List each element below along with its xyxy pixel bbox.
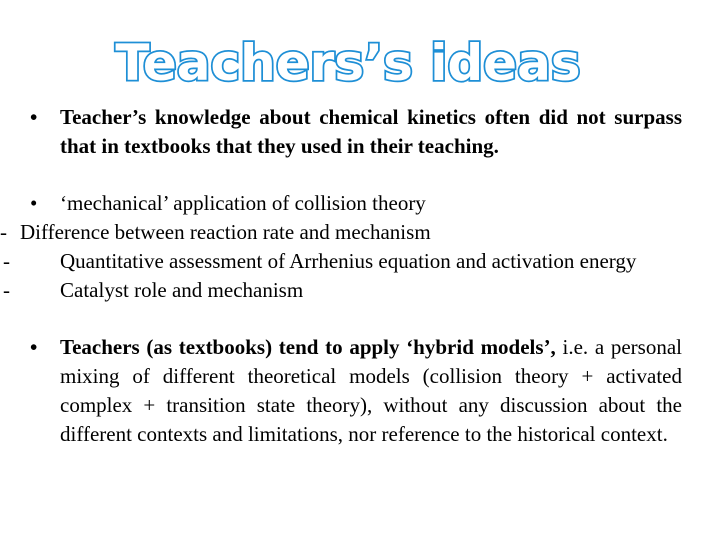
bullet-marker: •: [30, 191, 38, 215]
sub-item-text: Quantitative assessment of Arrhenius equation and activation energy: [60, 249, 637, 273]
slide-title-text: Teachers’s ideas: [115, 34, 581, 92]
sub-item-reaction-rate: [0, 218, 682, 247]
slide-title: [0, 30, 720, 92]
bullet-mechanical-application: [30, 189, 682, 218]
sub-item-text: Difference between reaction rate and mechanism: [20, 220, 431, 244]
dash-marker: -: [0, 220, 7, 244]
bullet-text: i.e. a personal mixing of different theoretical models (collision theory + activated complex + transition state theory), without any discussion about the different contexts and limitations, nor reference to the historical context.: [60, 335, 682, 446]
slide-title-graphic: [0, 30, 720, 92]
bullet-bold-text: Teachers (as textbooks) tend to apply ‘hybrid models’,: [60, 335, 556, 359]
bullet-teacher-knowledge: [30, 103, 682, 161]
bullet-marker: •: [30, 335, 38, 359]
bullet-text: ‘mechanical’ application of collision theory: [60, 191, 426, 215]
sub-item-catalyst: [0, 276, 682, 305]
bullet-text: Teacher’s knowledge about chemical kinetics often did not surpass that in textbooks that they used in their teaching.: [60, 105, 682, 158]
dash-marker: -: [3, 249, 10, 273]
dash-marker: -: [3, 278, 10, 302]
sub-item-text: Catalyst role and mechanism: [60, 278, 304, 302]
slide-body: [0, 103, 682, 449]
sub-item-arrhenius: [0, 247, 682, 276]
bullet-marker: •: [30, 105, 38, 129]
bullet-hybrid-models: [30, 333, 682, 449]
